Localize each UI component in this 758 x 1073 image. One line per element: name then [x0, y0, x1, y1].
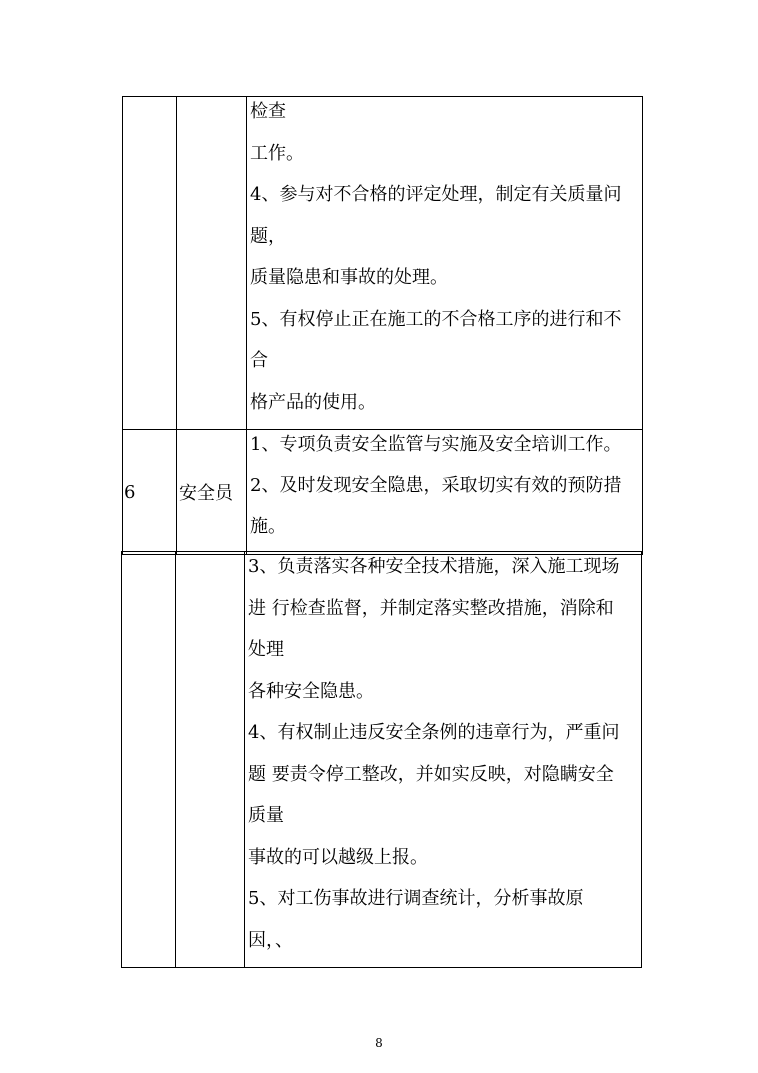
duty-line: 题， [250, 225, 286, 247]
number-cell [122, 552, 176, 968]
duty-line: 合 [250, 350, 268, 371]
role-cell: 安全员 [177, 430, 247, 555]
duty-line: 检查 [250, 101, 286, 122]
duties-cell [247, 430, 643, 555]
duty-line: 题 要责令停工整改，并如实反映，对隐瞒安全 [248, 763, 614, 785]
duty-line: 施。 [250, 516, 286, 537]
table-row [122, 552, 642, 968]
duty-line: 2、及时发现安全隐患，采取切实有效的预防措 [250, 475, 622, 496]
duty-line: 各种安全隐患。 [248, 680, 374, 702]
responsibility-table-bottom [121, 551, 642, 968]
duty-line: 进 行检查监督，并制定落实整改措施，消除和 [248, 597, 614, 619]
duty-line: 5、有权停止正在施工的不合格工序的进行和不 [250, 308, 622, 330]
duty-line: 因，、 [248, 929, 293, 951]
duties-cell [247, 97, 643, 430]
duty-line: 质量隐患和事故的处理。 [250, 267, 448, 288]
number-cell [123, 97, 177, 430]
duty-line: 处理 [248, 639, 284, 660]
table-row [123, 97, 643, 430]
duty-line: 工作。 [250, 142, 304, 164]
duty-line: 1、专项负责安全监管与实施及安全培训工作。 [250, 434, 622, 455]
table-row [123, 430, 643, 555]
duty-line: 格产品的使用。 [250, 391, 376, 413]
role-cell [177, 97, 247, 430]
duty-line: 5、对工伤事故进行调查统计，分析事故原 [248, 888, 584, 909]
duty-line: 质量 [248, 805, 284, 826]
page-number: 8 [375, 1036, 383, 1050]
responsibility-table-top [122, 96, 643, 555]
duty-line: 4、参与对不合格的评定处理，制定有关质量问 [250, 184, 622, 205]
role-cell [176, 552, 245, 968]
duty-line: 4、有权制止违反安全条例的违章行为，严重问 [248, 722, 620, 743]
duty-line: 事故的可以越级上报。 [248, 846, 428, 868]
number-cell: 6 [123, 430, 177, 555]
duties-cell [245, 552, 642, 968]
duty-line: 3、负责落实各种安全技术措施，深入施工现场 [248, 556, 620, 577]
